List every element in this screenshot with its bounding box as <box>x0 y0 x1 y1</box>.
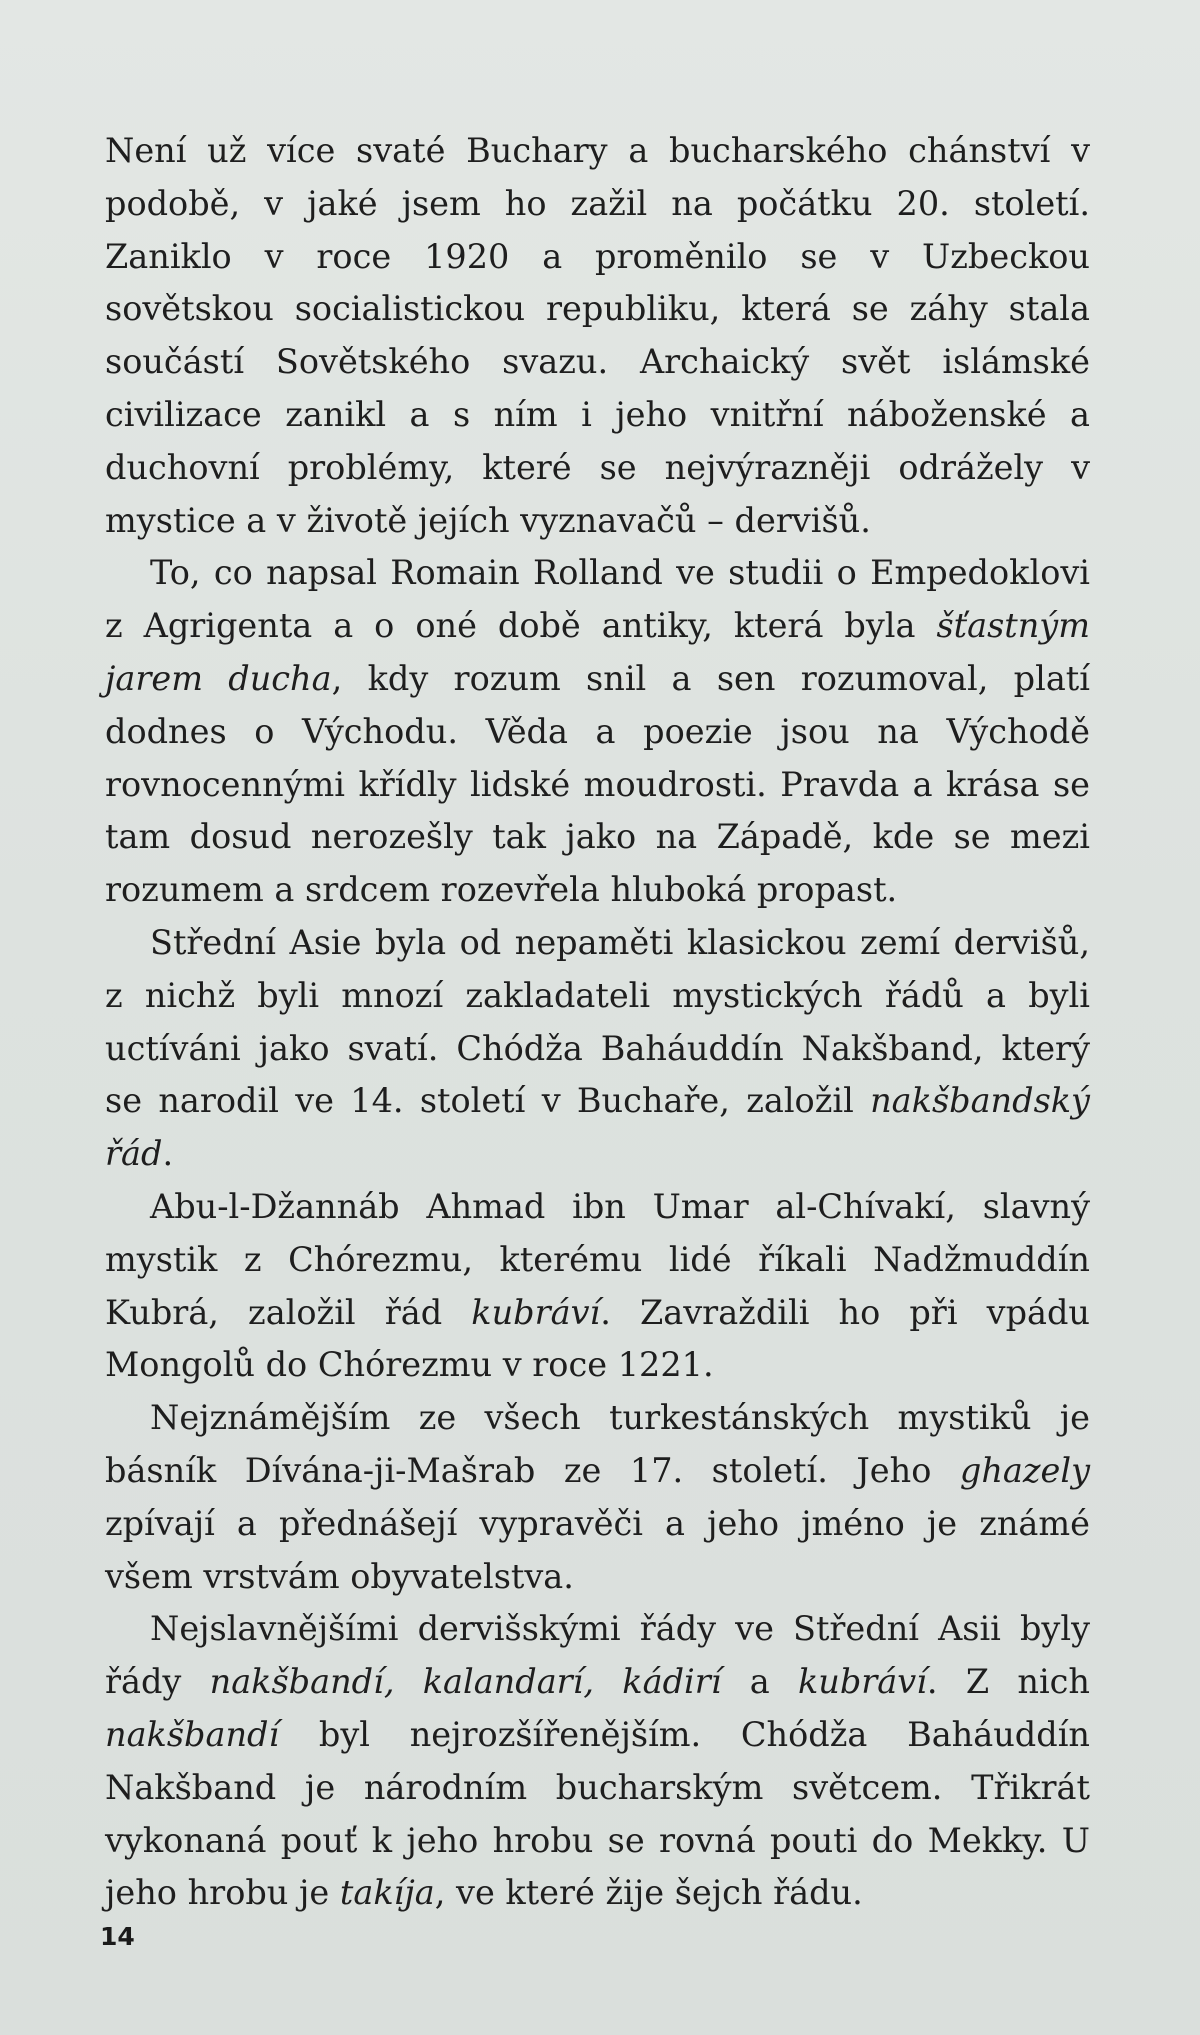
paragraph-4-italic: kubráví <box>471 1292 601 1332</box>
paragraph-5-text: Nejznámějším ze všech turkestánských mystiků je básník Dívána-ji-Mašrab ze 17. století. Jeho <box>105 1398 1090 1490</box>
paragraph-6-text: , ve které žije šejch řádu. <box>434 1873 863 1913</box>
paragraph-2-text: , kdy rozum snil a sen rozumoval, platí dodnes o Východu. Věda a poezie jsou na Východě rovnocennými křídly lidské moudrosti. Pravda a krása se tam dosud nerozešly tak jako na Západě, kde se mezi rozumem a srdcem rozevřela hluboká propast. <box>105 658 1090 910</box>
paragraph-4 <box>105 1181 1090 1392</box>
paragraph-6-text: . Z nich <box>926 1662 1090 1702</box>
paragraph-4-text: . Zavraždili ho při vpádu Mongolů do Chórezmu v roce 1221. <box>105 1292 1091 1385</box>
paragraph-1 <box>105 125 1090 547</box>
paragraph-3-text: Střední Asie byla od nepaměti klasickou zemí dervišů, z nichž byli mnozí zakladateli mystických řádů a byli uctíváni jako svatí. Chódža Baháuddín Nakšband, který se narodil ve 14. století v Buchaře, založil <box>105 922 1090 1121</box>
paragraph-2-text: To, co napsal Romain Rolland ve studii o Empedoklovi z Agrigenta a o oné době antiky, která byla <box>105 553 1090 646</box>
paragraph-2-italic: šťastným jarem ducha <box>105 606 1090 698</box>
paragraph-3-italic: nakšbandský řád <box>105 1081 1090 1174</box>
page-number: 14 <box>100 1922 135 1951</box>
paragraph-6 <box>105 1603 1090 1920</box>
paragraph-5-italic: ghazely <box>959 1450 1090 1490</box>
paragraph-1-text: Není už více svaté Buchary a bucharského chánství v podobě, v jaké jsem ho zažil na počátku 20. století. Zaniklo v roce 1920 a proměnilo se v Uzbeckou sovětskou socialistickou republiku, která se záhy stala součástí Sovětského svazu. Archaický svět islámské civilizace zanikl a s ním i jeho vnitřní náboženské a duchovní problémy, které se nejvýrazněji odrážely v mystice a v životě jejích vyznavačů – dervišů. <box>105 131 1090 540</box>
paragraph-6-italic: kubráví <box>797 1662 927 1702</box>
paragraph-4-text: Abu-l-Džannáb Ahmad ibn Umar al-Chívakí, slavný mystik z Chórezmu, kterému lidé říkali Nadžmuddín Kubrá, založil řád <box>105 1186 1090 1332</box>
paragraph-2 <box>105 547 1090 917</box>
paragraph-6-text: Nejslavnějšími dervišskými řády ve Střední Asii byly řády <box>105 1609 1090 1702</box>
paragraph-6-italic: takíja <box>339 1873 435 1913</box>
paragraph-3 <box>105 917 1090 1181</box>
paragraph-5 <box>105 1392 1090 1603</box>
paragraph-3-text: . <box>162 1134 174 1174</box>
paragraph-6-italic: nakšbandí, kalandarí, kádirí <box>209 1662 722 1702</box>
body-text <box>105 125 1090 1920</box>
paragraph-6-text: byl nejrozšířenějším. Chódža Baháuddín Nakšband je národním bucharským světcem. Třikrát vykonaná pouť k jeho hrobu se rovná pouti do Mekky. U jeho hrobu je <box>105 1714 1090 1913</box>
paragraph-6-text: a <box>721 1662 798 1702</box>
paragraph-6-italic: nakšbandí <box>105 1714 280 1754</box>
paragraph-5-text: zpívají a přednášejí vypravěči a jeho jméno je známé všem vrstvám obyvatelstva. <box>105 1503 1090 1596</box>
